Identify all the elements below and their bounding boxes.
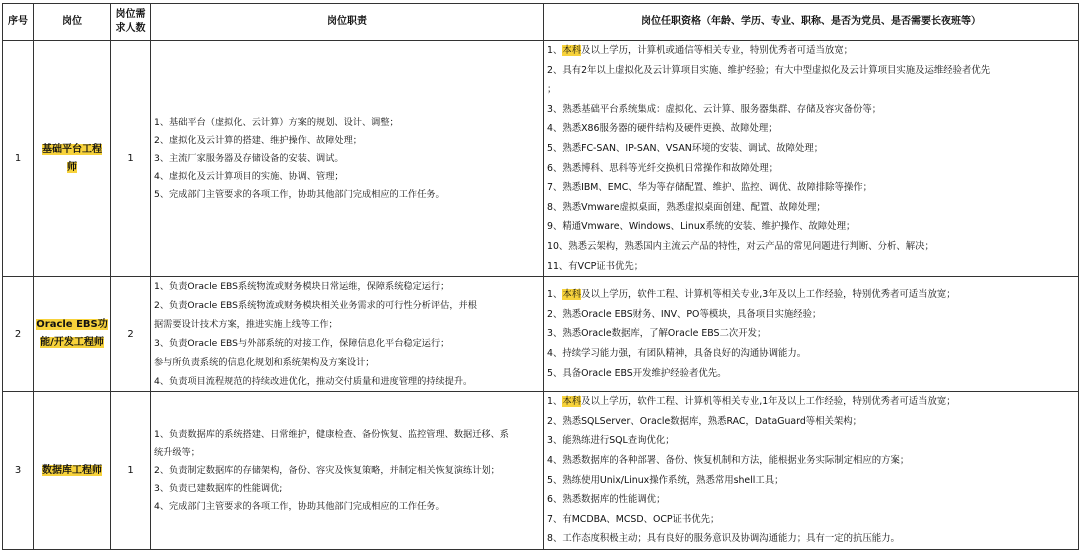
qualification-text: 3、能熟练进行SQL查询优化；	[547, 435, 675, 447]
position-title	[34, 41, 111, 277]
header-row	[3, 4, 1079, 41]
table-row	[3, 277, 1079, 392]
qualifications-cell	[544, 41, 1079, 277]
qualification-item	[547, 490, 1074, 510]
row-headcount: 1	[111, 392, 151, 550]
qualification-prefix: 1、	[547, 45, 563, 56]
qualifications-list	[544, 41, 1078, 276]
duty-item: 统升级等；	[154, 446, 200, 458]
position-title-line2: 能/开发工程师	[40, 337, 104, 349]
qualification-item	[547, 471, 1074, 491]
qualification-text: 4、熟悉X86服务器的硬件结构及硬件更换、故障处理；	[547, 123, 778, 135]
qualification-text: 3、熟悉基础平台系统集成：虚拟化、云计算、服务器集群、存储及容灾备份等；	[547, 103, 882, 115]
qualification-text: 6、熟悉博科、思科等光纤交换机日常操作和故障处理；	[547, 162, 778, 174]
qualification-text: 6、熟悉数据库的性能调优；	[547, 494, 666, 506]
qualification-text: 5、具备Oracle EBS开发维护经验者优先。	[547, 367, 727, 379]
qualification-text: 2、熟悉SQLServer、Oracle数据库，熟悉RAC，DataGuard等相关架构；	[547, 415, 863, 427]
job-requirements-table	[2, 3, 1079, 550]
row-seq: 2	[3, 277, 34, 392]
position-title-line2: 师	[67, 161, 77, 173]
row-headcount: 1	[111, 41, 151, 277]
qualification-item	[547, 305, 1074, 325]
qualification-item	[547, 217, 1074, 237]
duties-cell	[151, 277, 544, 392]
qualification-item	[547, 529, 1074, 549]
position-title-line1: 数据库工程师	[42, 464, 102, 476]
duties-cell	[151, 41, 544, 277]
qualification-text: 及以上学历，计算机或通信等相关专业，特别优秀者可适当放宽；	[581, 45, 853, 56]
qualifications-cell	[544, 277, 1079, 392]
position-title-line1: 基础平台工程	[42, 143, 102, 155]
qualification-text: 及以上学历，软件工程、计算机等相关专业,3年及以上工作经验，特别优秀者可适当放宽；	[581, 289, 956, 301]
duty-item: 3、负责Oracle EBS与外部系统的对接工作，保障信息化平台稳定运行；	[154, 338, 450, 350]
degree-highlight: 本科	[562, 396, 582, 408]
position-title-line1: Oracle EBS功	[36, 319, 108, 331]
duties-list	[151, 114, 543, 204]
qualification-item	[547, 364, 1074, 384]
duty-item: 3、负责已建数据库的性能调优;	[154, 482, 283, 494]
qualification-item	[547, 392, 1074, 412]
row-seq: 1	[3, 41, 34, 277]
row-headcount: 2	[111, 277, 151, 392]
duty-item: 4、虚拟化及云计算项目的实施、协调、管理；	[154, 170, 344, 182]
duties-cell	[151, 392, 544, 550]
qualification-item	[547, 139, 1074, 159]
header-duties: 岗位职责	[151, 4, 544, 41]
table-row	[3, 41, 1079, 277]
qualifications-list	[544, 285, 1078, 383]
header-qualifications: 岗位任职资格（年龄、学历、专业、职称、是否为党员、是否需要长夜班等）	[544, 4, 1079, 41]
duty-item: 2、负责Oracle EBS系统物流或财务模块相关业务需求的可行性分析评估，并根	[154, 300, 477, 312]
qualification-text: 11、有VCP证书优先；	[547, 260, 644, 272]
header-headcount	[111, 4, 151, 41]
qualification-text: 7、熟悉IBM、EMC、华为等存储配置、维护、监控、调优、故障排除等操作；	[547, 182, 873, 194]
position-title	[34, 277, 111, 392]
header-headcount-line1: 岗位需	[115, 9, 146, 20]
duty-item: 据需要设计技术方案，推进实施上线等工作；	[154, 319, 338, 331]
header-position: 岗位	[34, 4, 111, 41]
qualification-prefix: 1、	[547, 289, 563, 301]
qualification-text: 8、工作态度积极主动；具有良好的服务意识及协调沟通能力；具有一定的抗压能力。	[547, 533, 900, 545]
qualification-item	[547, 431, 1074, 451]
duties-list	[151, 426, 543, 516]
qualification-prefix: 1、	[547, 396, 563, 408]
qualification-item	[547, 237, 1074, 257]
position-title	[34, 392, 111, 550]
table-row	[3, 392, 1079, 550]
header-headcount-line2: 求人数	[115, 23, 146, 34]
qualification-item	[547, 198, 1074, 218]
qualifications-cell	[544, 392, 1079, 550]
qualification-text: 2、具有2年以上虚拟化及云计算项目实施、维护经验；有大中型虚拟化及云计算项目实施及运维经验者优先	[547, 64, 991, 76]
duty-item: 1、基础平台（虚拟化、云计算）方案的规划、设计、调整；	[154, 116, 399, 128]
qualification-item	[547, 100, 1074, 120]
qualification-text: 8、熟悉Vmware虚拟桌面，熟悉虚拟桌面创建、配置、故障处理；	[547, 201, 826, 213]
row-seq: 3	[3, 392, 34, 550]
qualification-text: 10、熟悉云架构，熟悉国内主流云产品的特性，对云产品的常见问题进行判断、分析、解决；	[547, 240, 934, 252]
qualification-text: 3、熟悉Oracle数据库，了解Oracle EBS二次开发；	[547, 328, 767, 340]
qualification-text: 9、精通Vmware、Windows、Linux系统的安装、维护操作、故障处理；	[547, 221, 856, 233]
qualifications-list	[544, 392, 1078, 549]
qualification-text: 及以上学历，软件工程、计算机等相关专业,1年及以上工作经验，特别优秀者可适当放宽；	[581, 396, 956, 408]
qualification-text: 4、熟悉数据库的各种部署、备份、恢复机制和方法，能根据业务实际制定相应的方案；	[547, 454, 910, 466]
header-seq: 序号	[3, 4, 34, 41]
qualification-item	[547, 451, 1074, 471]
qualification-item	[547, 257, 1074, 277]
qualification-text: 5、熟悉FC-SAN、IP-SAN、VSAN环境的安装、调试、故障处理；	[547, 142, 824, 154]
qualification-item	[547, 80, 1074, 100]
duty-item: 5、完成部门主管要求的各项工作，协助其他部门完成相应的工作任务。	[154, 188, 445, 200]
duty-item: 2、虚拟化及云计算的搭建、维护操作、故障处理；	[154, 134, 362, 146]
duty-item: 3、主流厂家服务器及存储设备的安装、调试。	[154, 152, 344, 164]
duty-item: 参与所负责系统的信息化规划和系统架构及方案设计；	[154, 357, 375, 369]
qualification-text: 5、熟练使用Unix/Linux操作系统，熟悉常用shell工具；	[547, 474, 784, 486]
qualification-item	[547, 344, 1074, 364]
qualification-item	[547, 61, 1074, 81]
qualification-text: 2、熟悉Oracle EBS财务、INV、PO等模块，具备项目实施经验；	[547, 308, 822, 320]
qualification-item	[547, 412, 1074, 432]
qualification-text: 4、持续学习能力强，有团队精神，具备良好的沟通协调能力。	[547, 347, 807, 359]
qualification-text: 7、有MCDBA、MCSD、OCP证书优先；	[547, 513, 720, 525]
qualification-item	[547, 159, 1074, 179]
duty-item: 1、负责Oracle EBS系统物流或财务模块日常运维，保障系统稳定运行；	[154, 281, 450, 293]
duty-item: 1、负责数据库的系统搭建、日常维护，健康检查、备份恢复、监控管理、数据迁移、系	[154, 428, 509, 440]
qualification-item	[547, 119, 1074, 139]
qualification-item	[547, 510, 1074, 530]
duty-item: 2、负责制定数据库的存储架构，备份、容灾及恢复策略，并制定相关恢复演练计划；	[154, 464, 500, 476]
duty-item: 4、完成部门主管要求的各项工作，协助其他部门完成相应的工作任务。	[154, 500, 445, 512]
duty-item: 4、负责项目流程规范的持续改进优化，推动交付质量和进度管理的持续提升。	[154, 376, 473, 388]
qualification-text: ；	[547, 84, 557, 96]
degree-highlight: 本科	[562, 289, 582, 301]
qualification-item	[547, 285, 1074, 305]
qualification-item	[547, 41, 1074, 61]
duties-list	[151, 277, 543, 391]
qualification-item	[547, 178, 1074, 198]
qualification-item	[547, 324, 1074, 344]
degree-highlight: 本科	[562, 45, 582, 56]
